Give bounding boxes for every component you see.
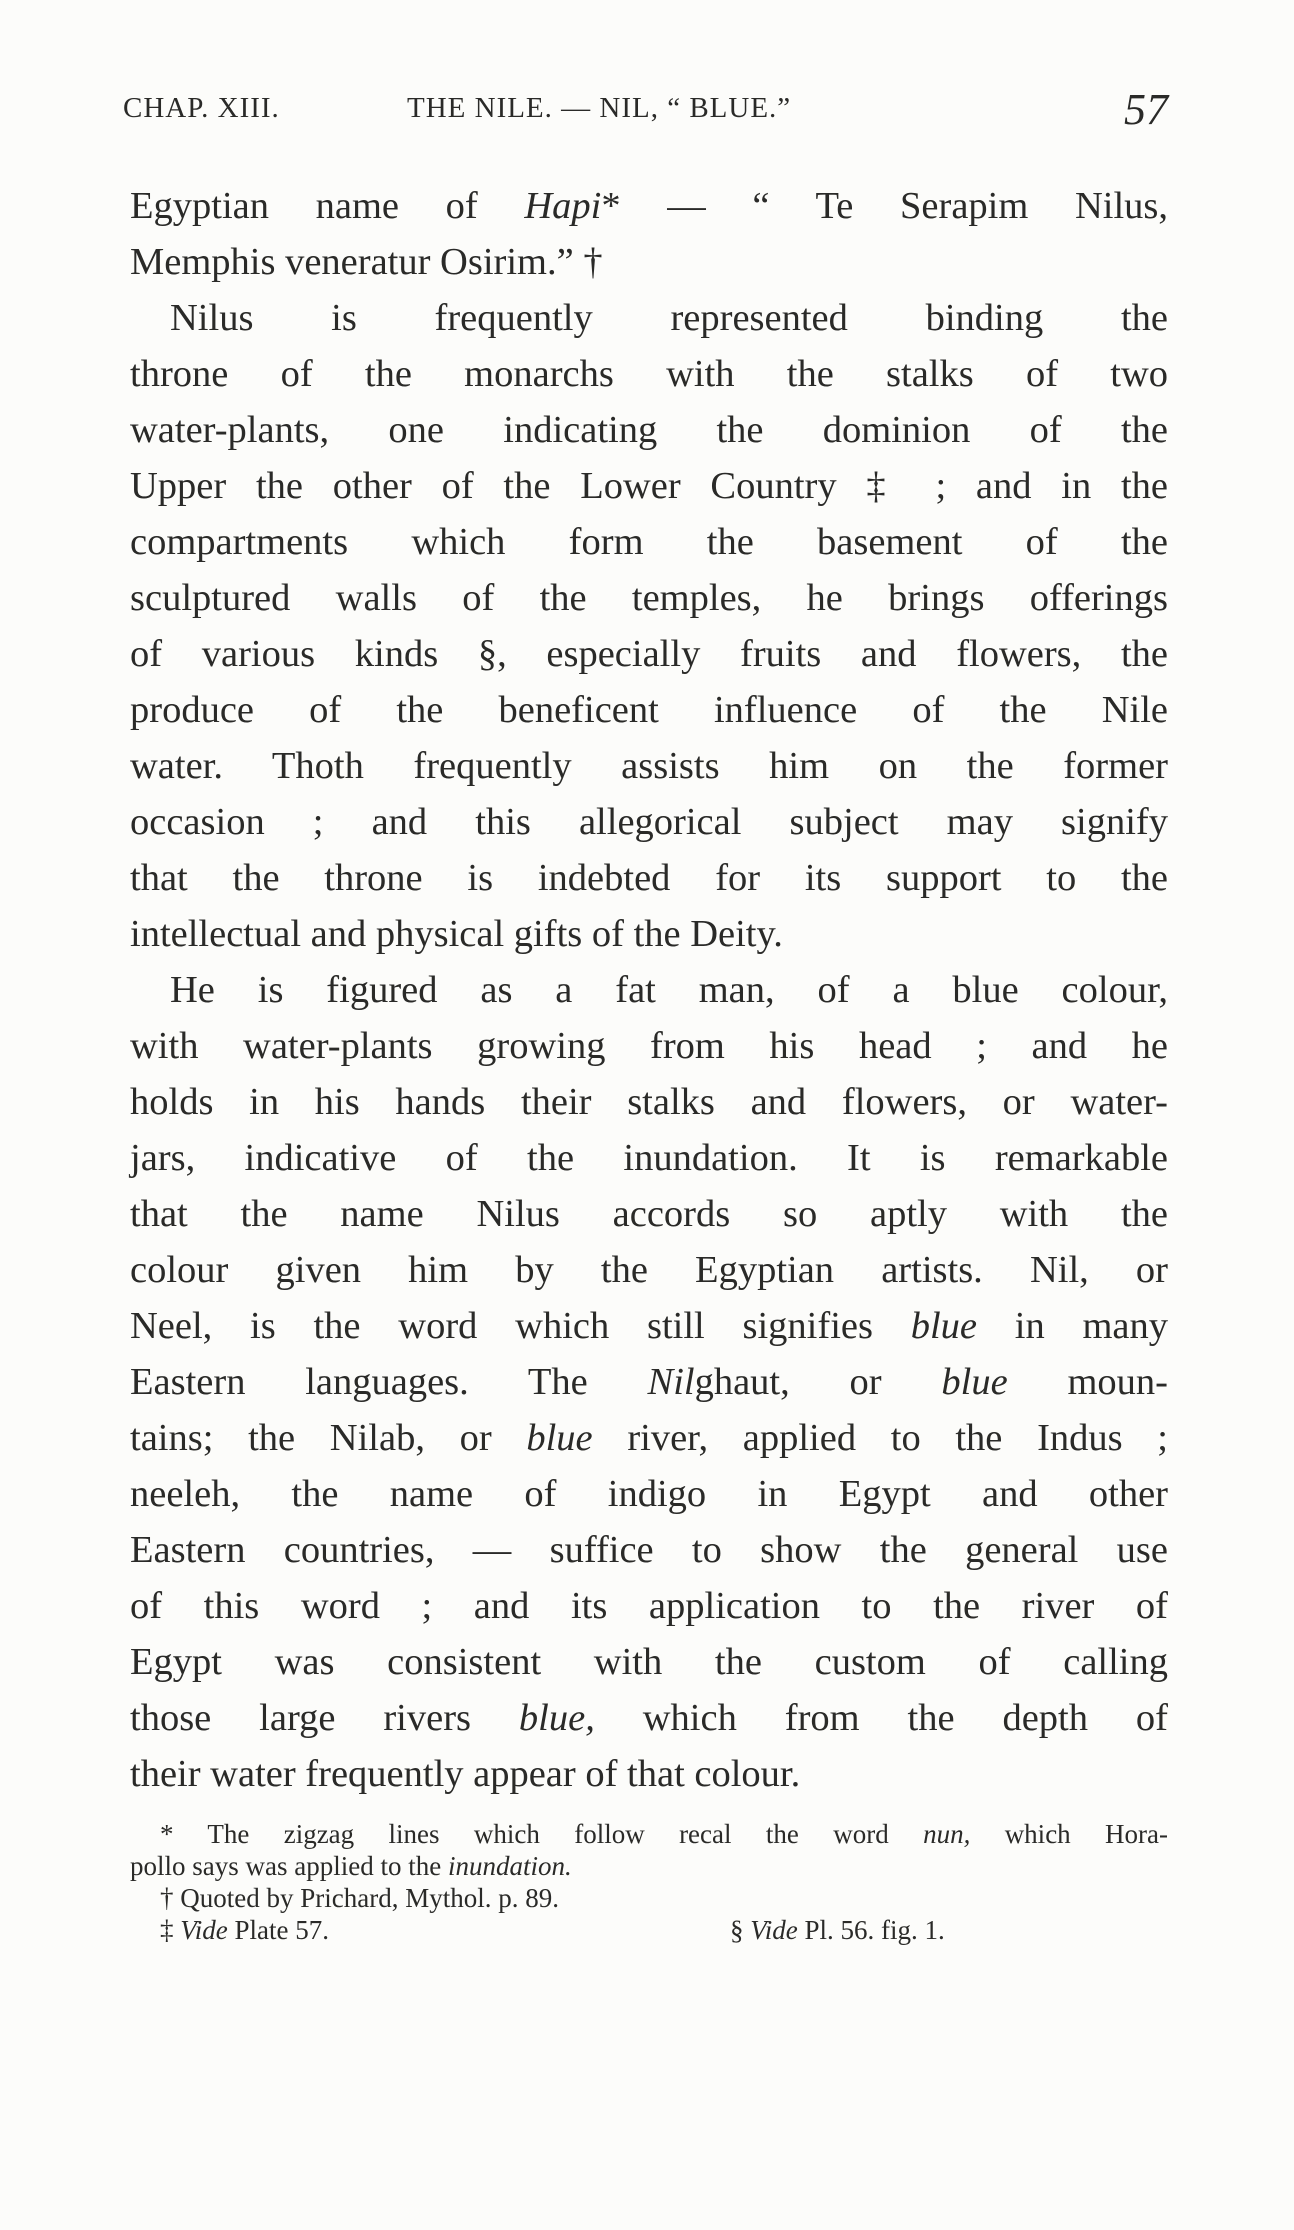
text-segment: tains; the Nilab, or [130, 1417, 527, 1459]
text-line [130, 234, 1168, 290]
text-segment: Upper the other of the Lower Country ‡ ; and in the [130, 465, 1168, 507]
text-line [130, 738, 1168, 794]
text-segment: of various kinds §, especially fruits and flowers, the [130, 633, 1168, 675]
text-segment: throne of the monarchs with the stalks of two [130, 353, 1168, 395]
main-text [130, 178, 1168, 1802]
text-line [130, 514, 1168, 570]
text-segment: Eastern countries, — suffice to show the general use [130, 1529, 1168, 1571]
footnote-3: ‡ Vide Plate 57. [160, 1915, 329, 1945]
text-line [130, 1410, 1168, 1466]
text-line [130, 402, 1168, 458]
text-line [130, 178, 1168, 234]
text-segment: Nilus is frequently represented binding the [170, 297, 1168, 339]
text-segment: with water-plants growing from his head ; and he [130, 1025, 1168, 1067]
text-segment: Neel, is the word which still signifies [130, 1305, 911, 1347]
italic-text: blue [526, 1417, 593, 1459]
text-line [130, 1130, 1168, 1186]
italic-text: blue [941, 1361, 1008, 1403]
italic-text: Nil [647, 1361, 695, 1403]
text-segment: * — “ Te Serapim Nilus, [601, 185, 1168, 227]
text-segment: ghaut, or [694, 1361, 942, 1403]
text-line [130, 1634, 1168, 1690]
text-segment: neeleh, the name of indigo in Egypt and other [130, 1473, 1168, 1515]
text-segment: occasion ; and this allegorical subject may signify [130, 801, 1168, 843]
footnote-2: † Quoted by Prichard, Mythol. p. 89. [160, 1883, 559, 1913]
text-segment: that the throne is indebted for its support to the [130, 857, 1168, 899]
running-title: THE NILE. — NIL, “ BLUE.” [407, 92, 792, 124]
text-segment: jars, indicative of the inundation. It is remarkable [130, 1137, 1168, 1179]
text-line [130, 850, 1168, 906]
footnote-1-line-1: * The zigzag lines which follow recal the word nun, which Hora- [160, 1819, 1168, 1849]
page-number: 57 [1124, 85, 1168, 134]
text-segment: water. Thoth frequently assists him on the former [130, 745, 1168, 787]
text-segment: compartments which form the basement of the [130, 521, 1168, 563]
text-segment: produce of the beneficent influence of the Nile [130, 689, 1168, 731]
text-line [130, 1018, 1168, 1074]
text-line [130, 570, 1168, 626]
text-segment: water-plants, one indicating the dominion of the [130, 409, 1168, 451]
text-line [130, 1186, 1168, 1242]
italic-text: blue [910, 1305, 978, 1347]
text-segment: their water frequently appear of that colour. [130, 1753, 801, 1795]
text-line [130, 1242, 1168, 1298]
text-segment: that the name Nilus accords so aptly with the [130, 1193, 1168, 1235]
text-segment: moun- [1007, 1361, 1168, 1403]
text-line [130, 1354, 1168, 1410]
chapter-label: CHAP. XIII. [123, 92, 280, 124]
text-segment: Egyptian name of [130, 185, 525, 227]
running-header [123, 85, 1168, 142]
text-segment: intellectual and physical gifts of the Deity. [130, 913, 783, 955]
footnote-4: § Vide Pl. 56. fig. 1. [730, 1915, 945, 1945]
text-segment: Egypt was consistent with the custom of calling [130, 1641, 1168, 1683]
text-segment: those large rivers [130, 1697, 519, 1739]
text-segment: Eastern languages. The [130, 1361, 648, 1403]
text-line [130, 906, 1168, 962]
text-line [130, 962, 1168, 1018]
text-segment: colour given him by the Egyptian artists. Nil, or [130, 1249, 1168, 1291]
text-segment: river, applied to the Indus ; [592, 1417, 1168, 1459]
text-line [130, 1522, 1168, 1578]
text-line [130, 1298, 1168, 1354]
text-segment: which from the depth of [594, 1697, 1168, 1739]
text-segment: of this word ; and its application to the river of [130, 1585, 1168, 1627]
text-segment: sculptured walls of the temples, he brings offerings [130, 577, 1168, 619]
text-line [130, 458, 1168, 514]
text-line [130, 794, 1168, 850]
text-line [130, 290, 1168, 346]
text-line [130, 1074, 1168, 1130]
text-segment: He is figured as a fat man, of a blue colour, [170, 969, 1168, 1011]
text-segment: holds in his hands their stalks and flowers, or water- [130, 1081, 1168, 1123]
italic-text: blue, [518, 1697, 595, 1739]
text-line [130, 1746, 1168, 1802]
text-line [130, 682, 1168, 738]
text-line [130, 1578, 1168, 1634]
footnotes [130, 1818, 1168, 1946]
text-segment: in many [977, 1305, 1168, 1347]
italic-text: Hapi [524, 185, 602, 227]
footnote-3-4 [130, 1914, 1168, 1946]
text-line [130, 626, 1168, 682]
text-line [130, 346, 1168, 402]
footnote-1-line-2: pollo says was applied to the inundation. [130, 1851, 572, 1881]
text-segment: Memphis veneratur Osirim.” † [130, 241, 603, 283]
text-line [130, 1466, 1168, 1522]
text-line [130, 1690, 1168, 1746]
